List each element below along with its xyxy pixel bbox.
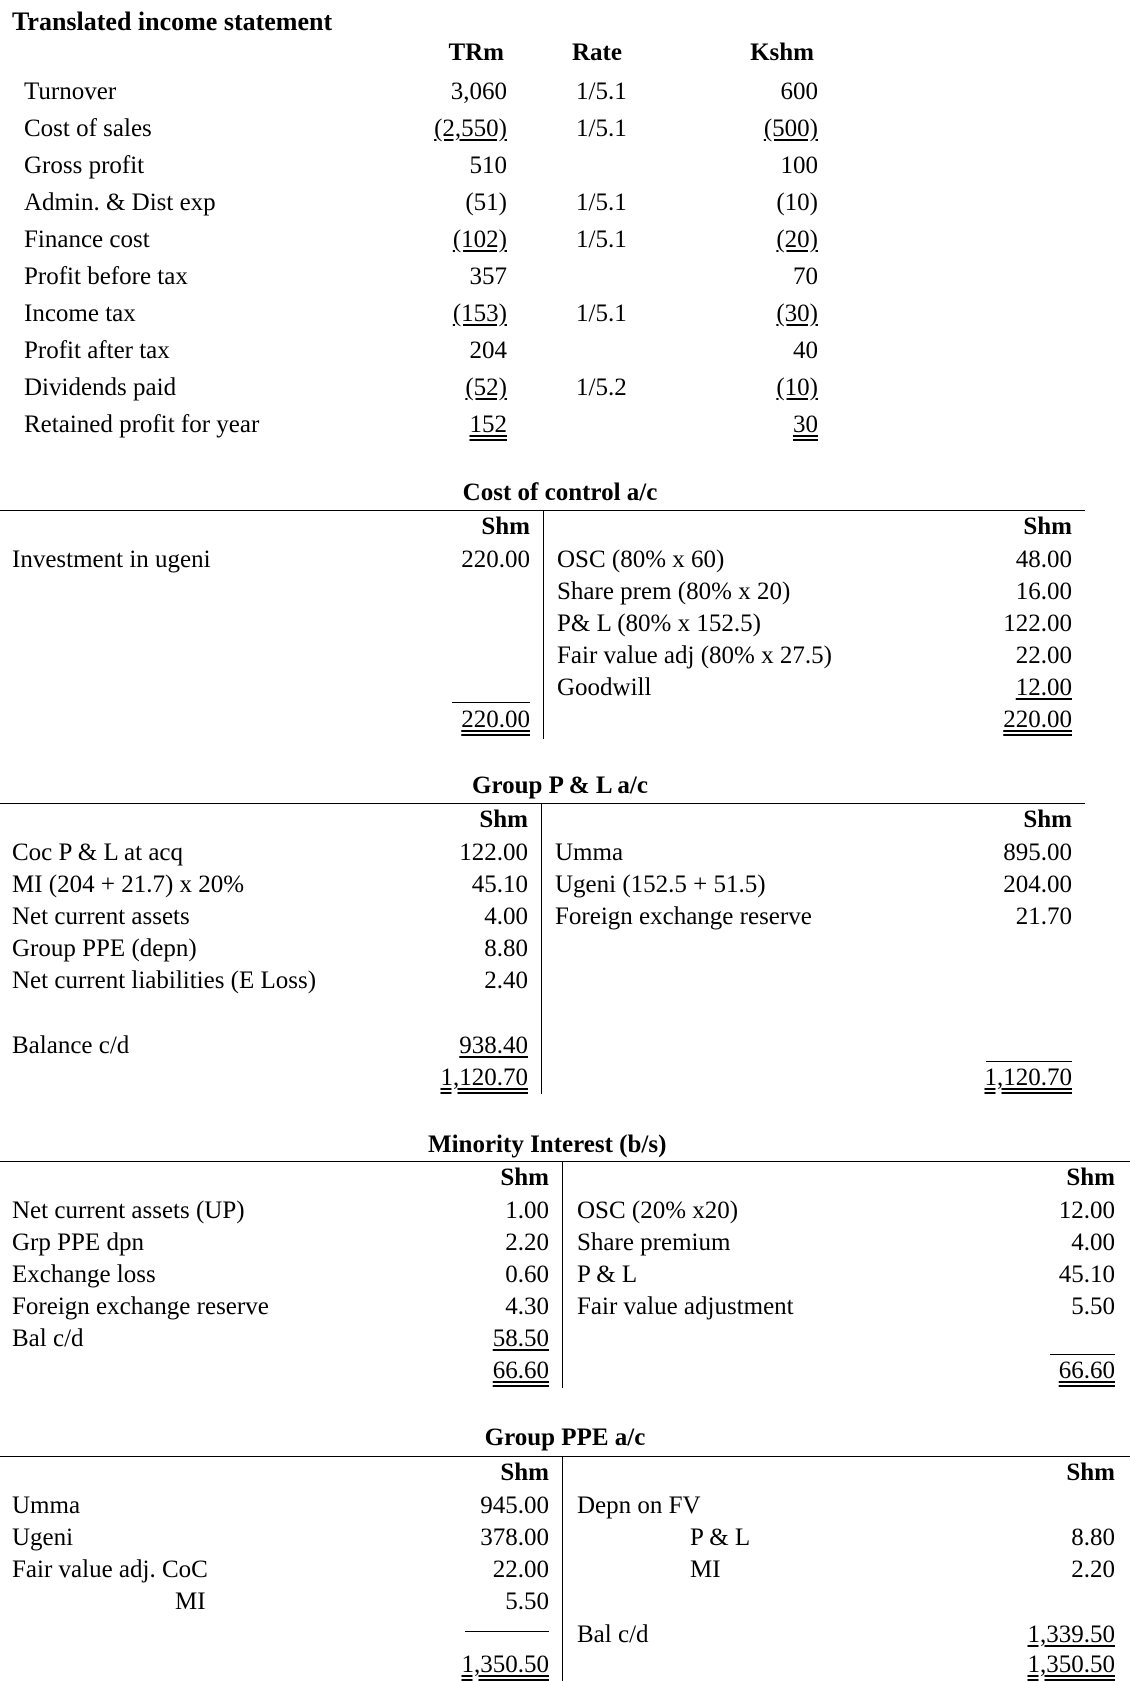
income-kshm-value: (10) xyxy=(776,374,818,401)
mi-debit-amount: 4.30 xyxy=(505,1293,549,1320)
gpl-top-rule xyxy=(0,803,1085,804)
income-row-label: Finance cost xyxy=(24,226,150,253)
income-kshm-value: 70 xyxy=(793,263,818,290)
mi-credit-label: P & L xyxy=(577,1261,638,1288)
mi-debit-amount: 58.50 xyxy=(492,1325,549,1352)
ppe-credit-total: 1,350.50 xyxy=(1027,1651,1115,1678)
coc-credit-amount: 16.00 xyxy=(1015,578,1072,605)
income-kshm-value: 30 xyxy=(793,411,818,438)
col-header-rate: Rate xyxy=(572,39,622,66)
gpl-credit-label: Ugeni (152.5 + 51.5) xyxy=(555,871,766,898)
income-row-label: Cost of sales xyxy=(24,115,152,142)
mi-credit-amount: 45.10 xyxy=(1058,1261,1115,1288)
coc-credit-label: Share prem (80% x 20) xyxy=(557,578,791,605)
coc-title: Cost of control a/c xyxy=(462,479,658,506)
ppe-credit-label: Bal c/d xyxy=(577,1621,649,1648)
income-rate-value: 1/5.1 xyxy=(576,300,627,327)
mi-debit-label: Grp PPE dpn xyxy=(12,1229,144,1256)
coc-credit-unit: Shm xyxy=(1023,513,1072,540)
gpl-debit-amount: 938.40 xyxy=(459,1032,528,1059)
mi-credit-label: Share premium xyxy=(577,1229,731,1256)
ppe-top-rule xyxy=(0,1456,1130,1457)
ppe-title: Group PPE a/c xyxy=(484,1424,646,1451)
mi-credit-amount: 4.00 xyxy=(1071,1229,1115,1256)
income-trm-value: (52) xyxy=(465,374,507,401)
ppe-credit-amount: 2.20 xyxy=(1071,1556,1115,1583)
income-row-label: Turnover xyxy=(24,78,117,105)
ppe-debit-label: Umma xyxy=(12,1492,81,1519)
ppe-debit-total: 1,350.50 xyxy=(461,1651,549,1678)
income-row-label: Gross profit xyxy=(24,152,145,179)
ppe-debit-label: MI xyxy=(175,1588,206,1615)
mi-credit-total: 66.60 xyxy=(1058,1357,1115,1384)
gpl-divider xyxy=(541,804,542,1094)
gpl-credit-amount: 21.70 xyxy=(1015,903,1072,930)
mi-title: Minority Interest (b/s) xyxy=(428,1131,667,1158)
ppe-debit-label: Ugeni xyxy=(12,1524,74,1551)
ppe-credit-label: P & L xyxy=(690,1524,751,1551)
mi-top-rule xyxy=(0,1161,1130,1162)
mi-debit-total: 66.60 xyxy=(492,1357,549,1384)
gpl-credit-amount: 204.00 xyxy=(1003,871,1072,898)
mi-debit-amount: 2.20 xyxy=(505,1229,549,1256)
ppe-debit-unit: Shm xyxy=(500,1459,549,1486)
coc-credit-total: 220.00 xyxy=(1003,706,1072,733)
gpl-debit-label: Net current assets xyxy=(12,903,190,930)
gpl-debit-amount: 8.80 xyxy=(484,935,528,962)
ppe-credit-unit: Shm xyxy=(1066,1459,1115,1486)
ppe-debit-amount: 22.00 xyxy=(492,1556,549,1583)
income-kshm-value: (10) xyxy=(776,189,818,216)
mi-credit-amount: 12.00 xyxy=(1058,1197,1115,1224)
mi-credit-sum-rule xyxy=(1050,1354,1115,1355)
ppe-credit-amount: 8.80 xyxy=(1071,1524,1115,1551)
ppe-debit-amount: 5.50 xyxy=(505,1588,549,1615)
income-trm-value: 3,060 xyxy=(450,78,507,105)
income-row-label: Admin. & Dist exp xyxy=(24,189,216,216)
mi-credit-unit: Shm xyxy=(1066,1164,1115,1191)
coc-debit-sum-rule xyxy=(452,702,530,703)
gpl-debit-amount: 4.00 xyxy=(484,903,528,930)
ppe-debit-sum-rule xyxy=(465,1631,549,1632)
income-kshm-value: 100 xyxy=(780,152,818,179)
gpl-debit-amount: 2.40 xyxy=(484,967,528,994)
income-trm-value: 204 xyxy=(469,337,507,364)
coc-credit-label: OSC (80% x 60) xyxy=(557,546,725,573)
gpl-debit-label: Coc P & L at acq xyxy=(12,839,184,866)
coc-credit-label: Fair value adj (80% x 27.5) xyxy=(557,642,832,669)
gpl-debit-amount: 45.10 xyxy=(471,871,528,898)
gpl-debit-label: Balance c/d xyxy=(12,1032,130,1059)
mi-debit-unit: Shm xyxy=(500,1164,549,1191)
coc-credit-amount: 122.00 xyxy=(1003,610,1072,637)
mi-debit-label: Foreign exchange reserve xyxy=(12,1293,269,1320)
income-row-label: Dividends paid xyxy=(24,374,177,401)
income-kshm-value: 40 xyxy=(793,337,818,364)
mi-debit-label: Exchange loss xyxy=(12,1261,156,1288)
coc-debit-unit: Shm xyxy=(481,513,530,540)
coc-credit-amount: 22.00 xyxy=(1015,642,1072,669)
income-rate-value: 1/5.1 xyxy=(576,115,627,142)
income-row-label: Profit after tax xyxy=(24,337,170,364)
ppe-credit-amount: 1,339.50 xyxy=(1027,1621,1115,1648)
income-statement-title: Translated income statement xyxy=(12,7,333,36)
mi-debit-amount: 0.60 xyxy=(505,1261,549,1288)
ppe-divider xyxy=(562,1457,563,1681)
coc-credit-amount: 48.00 xyxy=(1015,546,1072,573)
gpl-credit-sum-rule xyxy=(986,1061,1072,1062)
income-rate-value: 1/5.2 xyxy=(576,374,627,401)
coc-debit-total: 220.00 xyxy=(461,706,530,733)
mi-debit-label: Net current assets (UP) xyxy=(12,1197,245,1224)
coc-credit-amount: 12.00 xyxy=(1015,674,1072,701)
gpl-credit-total: 1,120.70 xyxy=(984,1064,1072,1091)
coc-credit-label: P& L (80% x 152.5) xyxy=(557,610,761,637)
income-trm-value: 152 xyxy=(469,411,507,438)
coc-divider xyxy=(543,511,544,739)
income-row-label: Retained profit for year xyxy=(24,411,260,438)
income-trm-value: 510 xyxy=(469,152,507,179)
ppe-credit-label: Depn on FV xyxy=(577,1492,701,1519)
income-trm-value: 357 xyxy=(469,263,507,290)
ppe-credit-label: MI xyxy=(690,1556,721,1583)
coc-credit-label: Goodwill xyxy=(557,674,652,701)
gpl-credit-label: Foreign exchange reserve xyxy=(555,903,812,930)
coc-debit-label: Investment in ugeni xyxy=(12,546,211,573)
gpl-credit-label: Umma xyxy=(555,839,624,866)
income-rate-value: 1/5.1 xyxy=(576,226,627,253)
income-trm-value: (2,550) xyxy=(434,115,507,142)
ppe-debit-label: Fair value adj. CoC xyxy=(12,1556,208,1583)
coc-debit-amount: 220.00 xyxy=(461,546,530,573)
ppe-debit-amount: 378.00 xyxy=(480,1524,549,1551)
income-row-label: Profit before tax xyxy=(24,263,188,290)
gpl-credit-unit: Shm xyxy=(1023,806,1072,833)
mi-debit-label: Bal c/d xyxy=(12,1325,84,1352)
income-kshm-value: (30) xyxy=(776,300,818,327)
mi-credit-amount: 5.50 xyxy=(1071,1293,1115,1320)
mi-debit-amount: 1.00 xyxy=(505,1197,549,1224)
gpl-debit-label: MI (204 + 21.7) x 20% xyxy=(12,871,245,898)
mi-divider xyxy=(562,1162,563,1388)
gpl-debit-unit: Shm xyxy=(479,806,528,833)
income-rate-value: 1/5.1 xyxy=(576,189,627,216)
gpl-debit-amount: 122.00 xyxy=(459,839,528,866)
gpl-debit-label: Group PPE (depn) xyxy=(12,935,197,962)
income-trm-value: (51) xyxy=(465,189,507,216)
income-kshm-value: (500) xyxy=(763,115,818,142)
income-trm-value: (102) xyxy=(452,226,507,253)
gpl-credit-amount: 895.00 xyxy=(1003,839,1072,866)
income-rate-value: 1/5.1 xyxy=(576,78,627,105)
income-trm-value: (153) xyxy=(452,300,507,327)
income-kshm-value: 600 xyxy=(780,78,818,105)
mi-credit-label: OSC (20% x20) xyxy=(577,1197,739,1224)
gpl-debit-label: Net current liabilities (E Loss) xyxy=(12,967,317,994)
gpl-debit-total: 1,120.70 xyxy=(440,1064,528,1091)
income-kshm-value: (20) xyxy=(776,226,818,253)
gpl-title: Group P & L a/c xyxy=(472,772,648,799)
mi-credit-label: Fair value adjustment xyxy=(577,1293,794,1320)
ppe-debit-amount: 945.00 xyxy=(480,1492,549,1519)
income-row-label: Income tax xyxy=(24,300,136,327)
